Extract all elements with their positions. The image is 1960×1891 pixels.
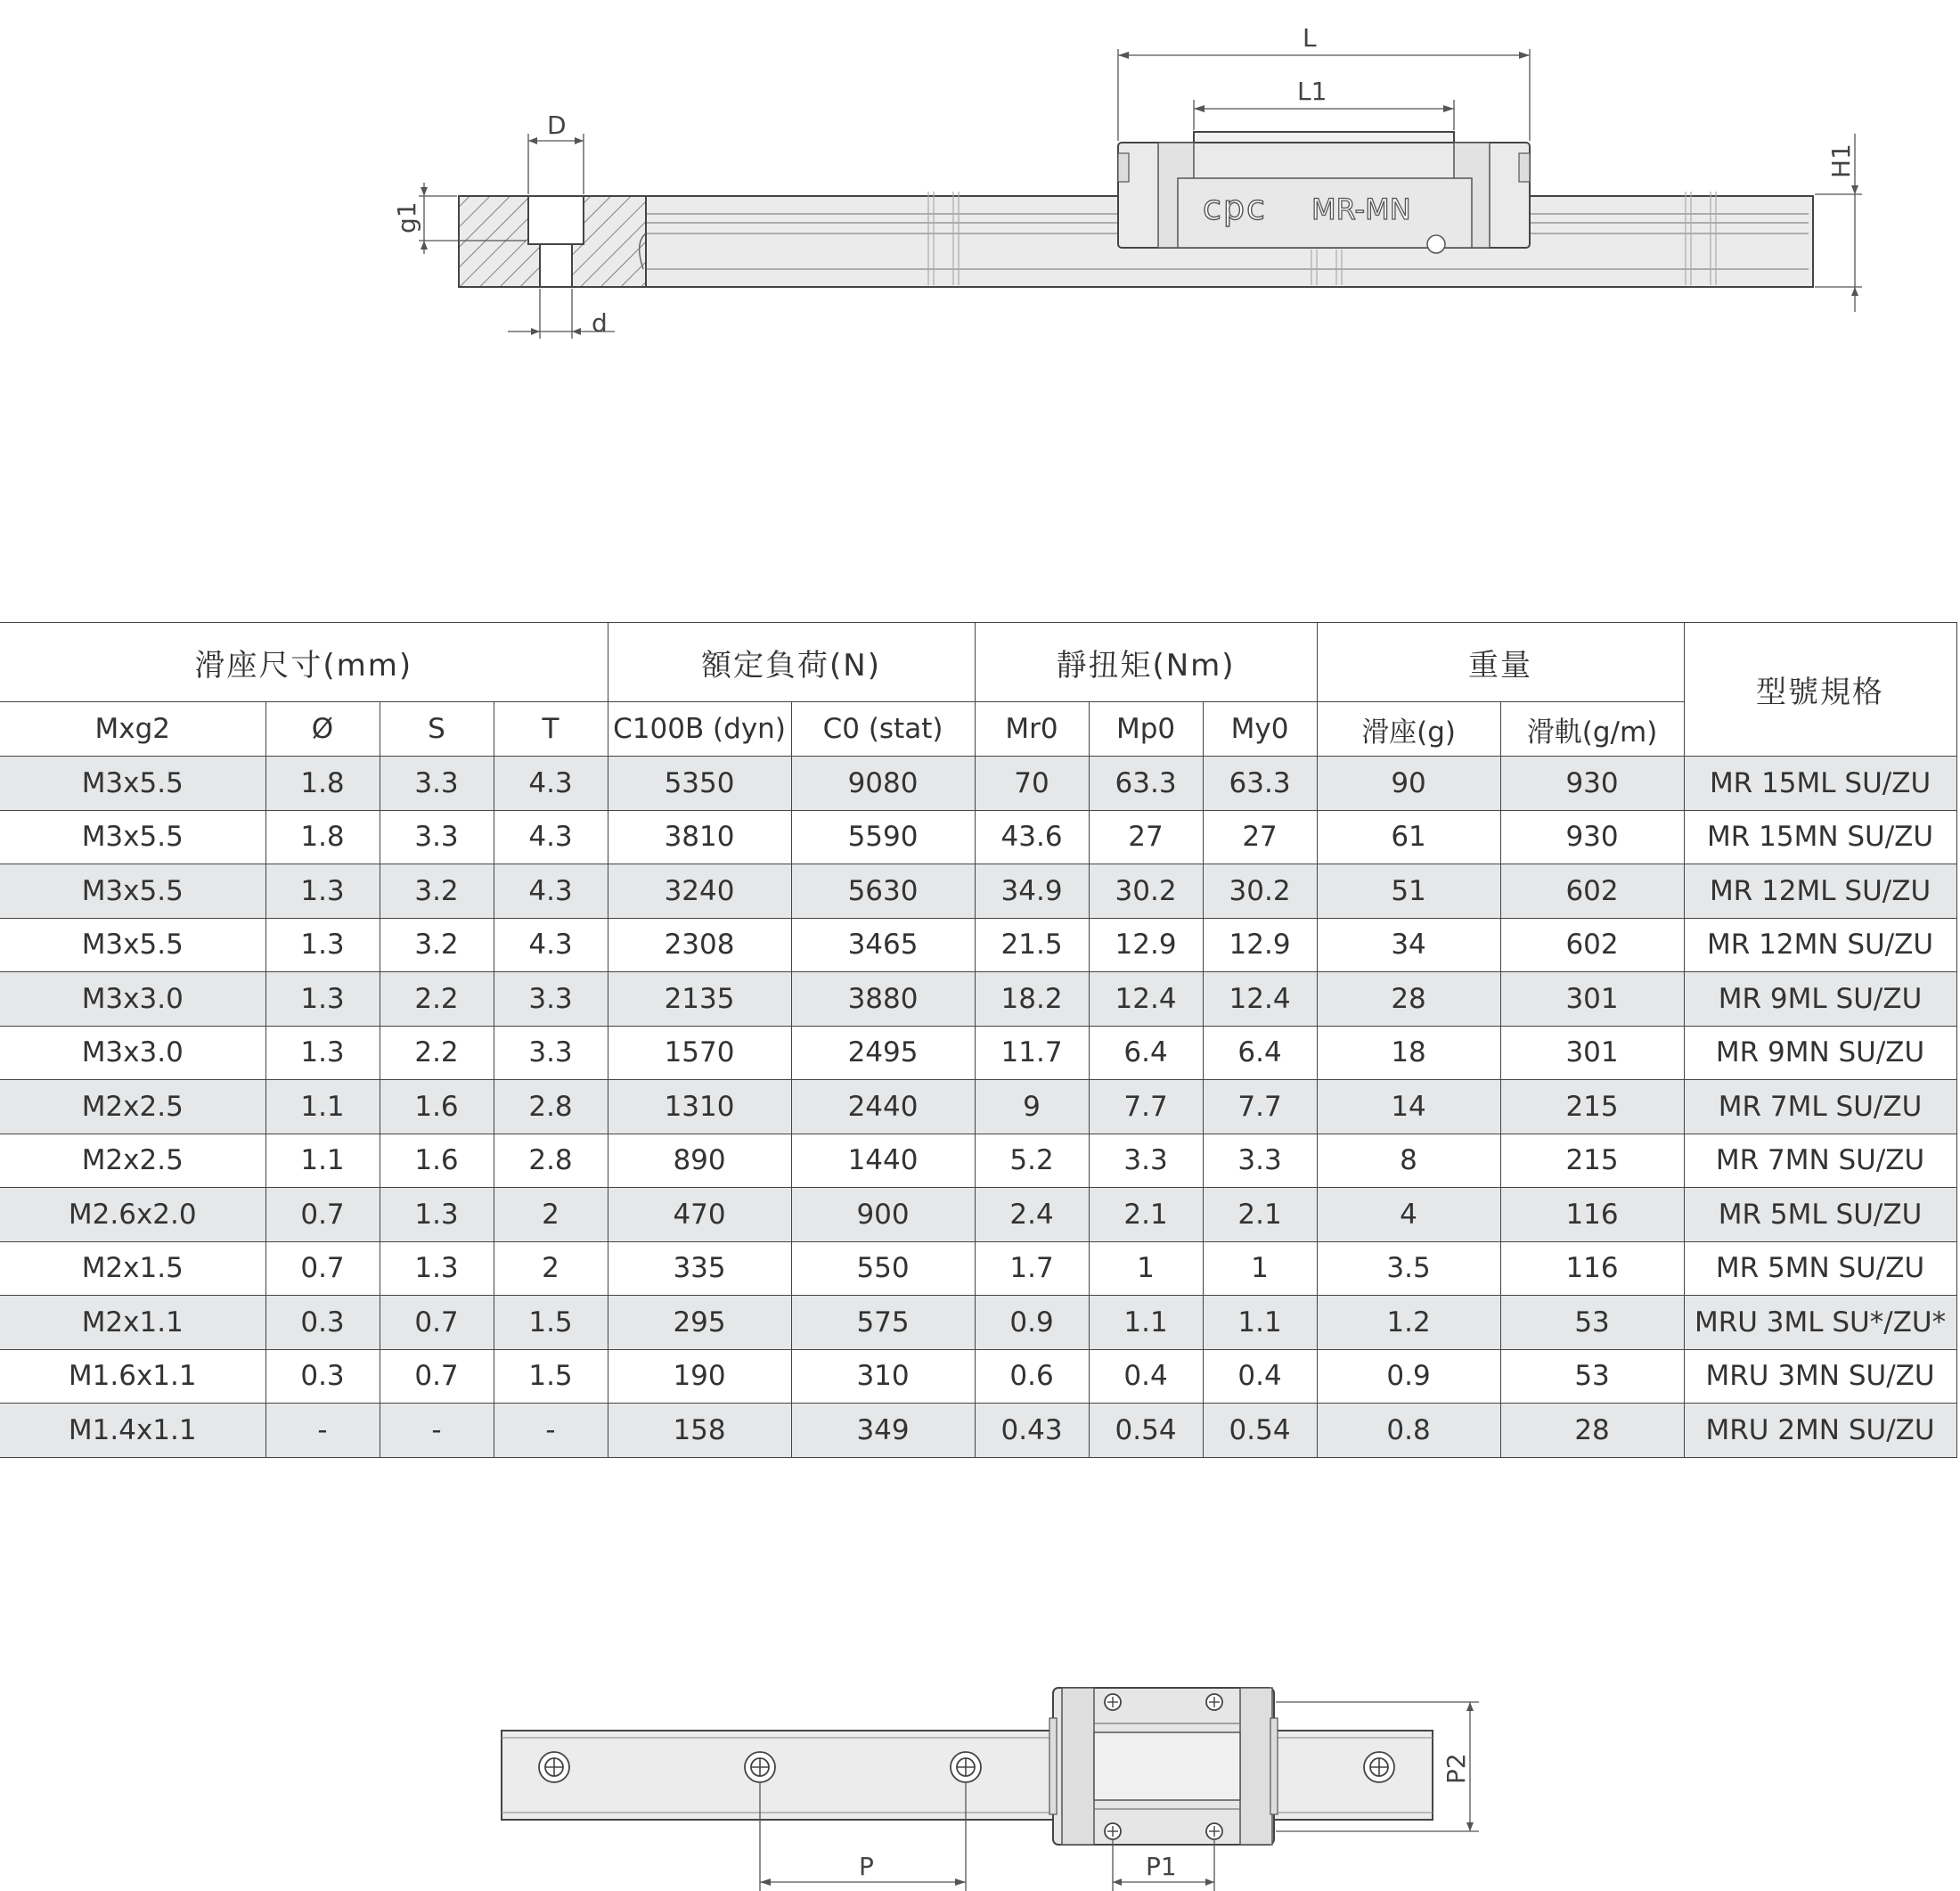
table-cell: MR 7ML SU/ZU [1684,1080,1956,1134]
table-cell: MR 9MN SU/ZU [1684,1026,1956,1080]
table-cell: 21.5 [975,918,1089,972]
col-c0: C0 (stat) [791,702,975,757]
table-row [0,1134,1956,1188]
table-cell: 5590 [791,810,975,864]
dim-P1: P1 [1146,1852,1177,1881]
table-cell: 4.3 [494,757,608,811]
table-cell: 1.6 [380,1134,494,1188]
table-cell: 3.3 [1203,1134,1317,1188]
table-cell: 116 [1500,1241,1684,1296]
table-cell: 900 [791,1188,975,1242]
table-cell: 30.2 [1203,864,1317,919]
table-cell: 0.7 [380,1349,494,1404]
dim-L1: L1 [1297,77,1327,106]
table-cell: 0.4 [1089,1349,1203,1404]
table-cell: 61 [1317,810,1500,864]
table-cell: 28 [1500,1404,1684,1458]
table-cell: M2x2.5 [0,1080,265,1134]
table-cell: 1.1 [265,1134,380,1188]
table-cell: 34 [1317,918,1500,972]
table-cell: MR 7MN SU/ZU [1684,1134,1956,1188]
table-cell: 0.8 [1317,1404,1500,1458]
table-cell: 27 [1089,810,1203,864]
table-cell: 3.3 [494,972,608,1027]
table-cell: 349 [791,1404,975,1458]
table-cell: 1.8 [265,810,380,864]
table-cell: 53 [1500,1349,1684,1404]
table-cell: 3240 [608,864,791,919]
col-s: S [380,702,494,757]
table-cell: 9 [975,1080,1089,1134]
table-cell: 2.1 [1203,1188,1317,1242]
table-cell: 43.6 [975,810,1089,864]
table-cell: 1.2 [1317,1296,1500,1350]
table-cell: 4.3 [494,810,608,864]
table-cell: 0.4 [1203,1349,1317,1404]
table-cell: 310 [791,1349,975,1404]
table-cell: MR 9ML SU/ZU [1684,972,1956,1027]
table-cell: 1310 [608,1080,791,1134]
table-cell: 12.4 [1203,972,1317,1027]
table-cell: 2.2 [380,1026,494,1080]
table-cell: 3465 [791,918,975,972]
table-cell: 890 [608,1134,791,1188]
table-cell: 12.9 [1203,918,1317,972]
table-cell: 470 [608,1188,791,1242]
dim-H1: H1 [1826,143,1856,178]
table-cell: 1.7 [975,1241,1089,1296]
table-cell: 2.1 [1089,1188,1203,1242]
dim-d: d [592,308,608,338]
table-cell: 90 [1317,757,1500,811]
table-cell: 3.5 [1317,1241,1500,1296]
table-cell: 1.3 [265,1026,380,1080]
table-cell: 3.2 [380,918,494,972]
table-cell: M2x2.5 [0,1134,265,1188]
table-cell: 5350 [608,757,791,811]
table-row [0,918,1956,972]
table-cell: M3x3.0 [0,1026,265,1080]
table-cell: 3.3 [494,1026,608,1080]
table-cell: 53 [1500,1296,1684,1350]
table-cell: 2 [494,1241,608,1296]
table-cell: 0.7 [380,1296,494,1350]
table-cell: 215 [1500,1080,1684,1134]
table-cell: 1.6 [380,1080,494,1134]
table-cell: 7.7 [1203,1080,1317,1134]
table-cell: 7.7 [1089,1080,1203,1134]
table-cell: MR 12MN SU/ZU [1684,918,1956,972]
table-cell: 63.3 [1089,757,1203,811]
table-cell: 12.9 [1089,918,1203,972]
table-cell: 8 [1317,1134,1500,1188]
dim-P: P [859,1852,874,1881]
table-cell: 0.43 [975,1404,1089,1458]
table-cell: M3x5.5 [0,918,265,972]
table-cell: 2.8 [494,1134,608,1188]
table-cell: - [265,1404,380,1458]
table-cell: 1.5 [494,1349,608,1404]
table-cell: 5630 [791,864,975,919]
table-cell: 1.3 [380,1188,494,1242]
table-cell: 1.1 [1089,1296,1203,1350]
table-cell: 18 [1317,1026,1500,1080]
group-weight: 重量 [1317,623,1684,702]
side-view-drawing [0,0,1960,356]
table-cell: - [380,1404,494,1458]
table-cell: 1.3 [265,972,380,1027]
table-cell: 6.4 [1089,1026,1203,1080]
block-brand: cpc [1203,188,1267,227]
table-cell: 0.7 [265,1241,380,1296]
table-cell: 602 [1500,918,1684,972]
table-cell: 0.3 [265,1296,380,1350]
table-cell: 158 [608,1404,791,1458]
col-diameter: Ø [265,702,380,757]
table-cell: M1.4x1.1 [0,1404,265,1458]
table-cell: 930 [1500,757,1684,811]
table-cell: 11.7 [975,1026,1089,1080]
table-cell: 12.4 [1089,972,1203,1027]
table-cell: 0.54 [1203,1404,1317,1458]
table-cell: 27 [1203,810,1317,864]
table-cell: 18.2 [975,972,1089,1027]
table-cell: M1.6x1.1 [0,1349,265,1404]
group-model: 型號規格 [1684,623,1956,757]
table-cell: 0.7 [265,1188,380,1242]
table-cell: 4.3 [494,918,608,972]
table-cell: MR 15ML SU/ZU [1684,757,1956,811]
table-cell: 2135 [608,972,791,1027]
table-cell: 51 [1317,864,1500,919]
table-cell: 295 [608,1296,791,1350]
table-cell: - [494,1404,608,1458]
table-cell: 215 [1500,1134,1684,1188]
table-cell: 30.2 [1089,864,1203,919]
table-cell: 602 [1500,864,1684,919]
table-row [0,972,1956,1027]
table-cell: MRU 2MN SU/ZU [1684,1404,1956,1458]
table-cell: 1.3 [265,864,380,919]
table-cell: 9080 [791,757,975,811]
table-row [0,1296,1956,1350]
table-cell: MR 15MN SU/ZU [1684,810,1956,864]
table-cell: 2.8 [494,1080,608,1134]
col-t: T [494,702,608,757]
group-static-moment: 靜扭矩(Nm) [975,623,1317,702]
table-cell: 6.4 [1203,1026,1317,1080]
col-my0: My0 [1203,702,1317,757]
table-cell: 2440 [791,1080,975,1134]
group-slider-dims: 滑座尺寸(mm) [0,623,608,702]
table-cell: 63.3 [1203,757,1317,811]
table-cell: MR 12ML SU/ZU [1684,864,1956,919]
table-cell: MRU 3ML SU*/ZU* [1684,1296,1956,1350]
table-cell: 0.9 [1317,1349,1500,1404]
table-row [0,864,1956,919]
table-cell: 1570 [608,1026,791,1080]
table-cell: M2x1.5 [0,1241,265,1296]
table-cell: 70 [975,757,1089,811]
col-mr0: Mr0 [975,702,1089,757]
table-cell: 0.3 [265,1349,380,1404]
col-c100b: C100B (dyn) [608,702,791,757]
table-cell: M3x5.5 [0,810,265,864]
top-view-drawing [0,1658,1960,1891]
table-cell: 2495 [791,1026,975,1080]
table-cell: 28 [1317,972,1500,1027]
table-row [0,1404,1956,1458]
table-cell: M3x5.5 [0,864,265,919]
table-cell: 575 [791,1296,975,1350]
table-cell: 301 [1500,1026,1684,1080]
table-cell: 3.3 [1089,1134,1203,1188]
table-cell: 116 [1500,1188,1684,1242]
table-cell: 3.3 [380,810,494,864]
group-rated-load: 額定負荷(N) [608,623,975,702]
col-rail-weight: 滑軌(g/m) [1500,702,1684,757]
table-cell: 1440 [791,1134,975,1188]
table-cell: 3880 [791,972,975,1027]
table-cell: 930 [1500,810,1684,864]
table-row [0,1080,1956,1134]
table-cell: 5.2 [975,1134,1089,1188]
table-cell: 2 [494,1188,608,1242]
table-cell: 4 [1317,1188,1500,1242]
table-cell: 1 [1089,1241,1203,1296]
spec-table-body [0,757,1956,1458]
table-cell: 2.2 [380,972,494,1027]
table-cell: 550 [791,1241,975,1296]
table-cell: 3.2 [380,864,494,919]
table-cell: 1.3 [380,1241,494,1296]
table-cell: 3810 [608,810,791,864]
table-cell: 2308 [608,918,791,972]
table-row [0,757,1956,811]
table-cell: 301 [1500,972,1684,1027]
col-mp0: Mp0 [1089,702,1203,757]
table-cell: M3x5.5 [0,757,265,811]
table-cell: 1 [1203,1241,1317,1296]
table-row [0,1349,1956,1404]
dim-L: L [1303,23,1317,53]
table-cell: 190 [608,1349,791,1404]
table-cell: 1.8 [265,757,380,811]
table-cell: 14 [1317,1080,1500,1134]
table-cell: 1.1 [265,1080,380,1134]
dim-D: D [547,111,567,140]
block-model: MR-MN [1311,192,1411,226]
table-cell: 2.4 [975,1188,1089,1242]
col-mxg2: Mxg2 [0,702,265,757]
table-cell: 3.3 [380,757,494,811]
table-cell: MR 5ML SU/ZU [1684,1188,1956,1242]
table-row [0,1188,1956,1242]
dim-P2: P2 [1441,1753,1471,1784]
table-cell: M3x3.0 [0,972,265,1027]
table-cell: 0.6 [975,1349,1089,1404]
spec-table [0,622,1957,1458]
table-row [0,1241,1956,1296]
table-cell: 0.9 [975,1296,1089,1350]
col-slider-weight: 滑座(g) [1317,702,1500,757]
table-cell: 1.1 [1203,1296,1317,1350]
table-cell: 1.3 [265,918,380,972]
table-cell: 0.54 [1089,1404,1203,1458]
table-cell: 1.5 [494,1296,608,1350]
table-cell: MRU 3MN SU/ZU [1684,1349,1956,1404]
table-cell: 335 [608,1241,791,1296]
table-row [0,810,1956,864]
table-cell: M2x1.1 [0,1296,265,1350]
table-cell: 34.9 [975,864,1089,919]
table-cell: 4.3 [494,864,608,919]
dim-g1: g1 [392,201,421,233]
table-cell: MR 5MN SU/ZU [1684,1241,1956,1296]
table-cell: M2.6x2.0 [0,1188,265,1242]
table-row [0,1026,1956,1080]
